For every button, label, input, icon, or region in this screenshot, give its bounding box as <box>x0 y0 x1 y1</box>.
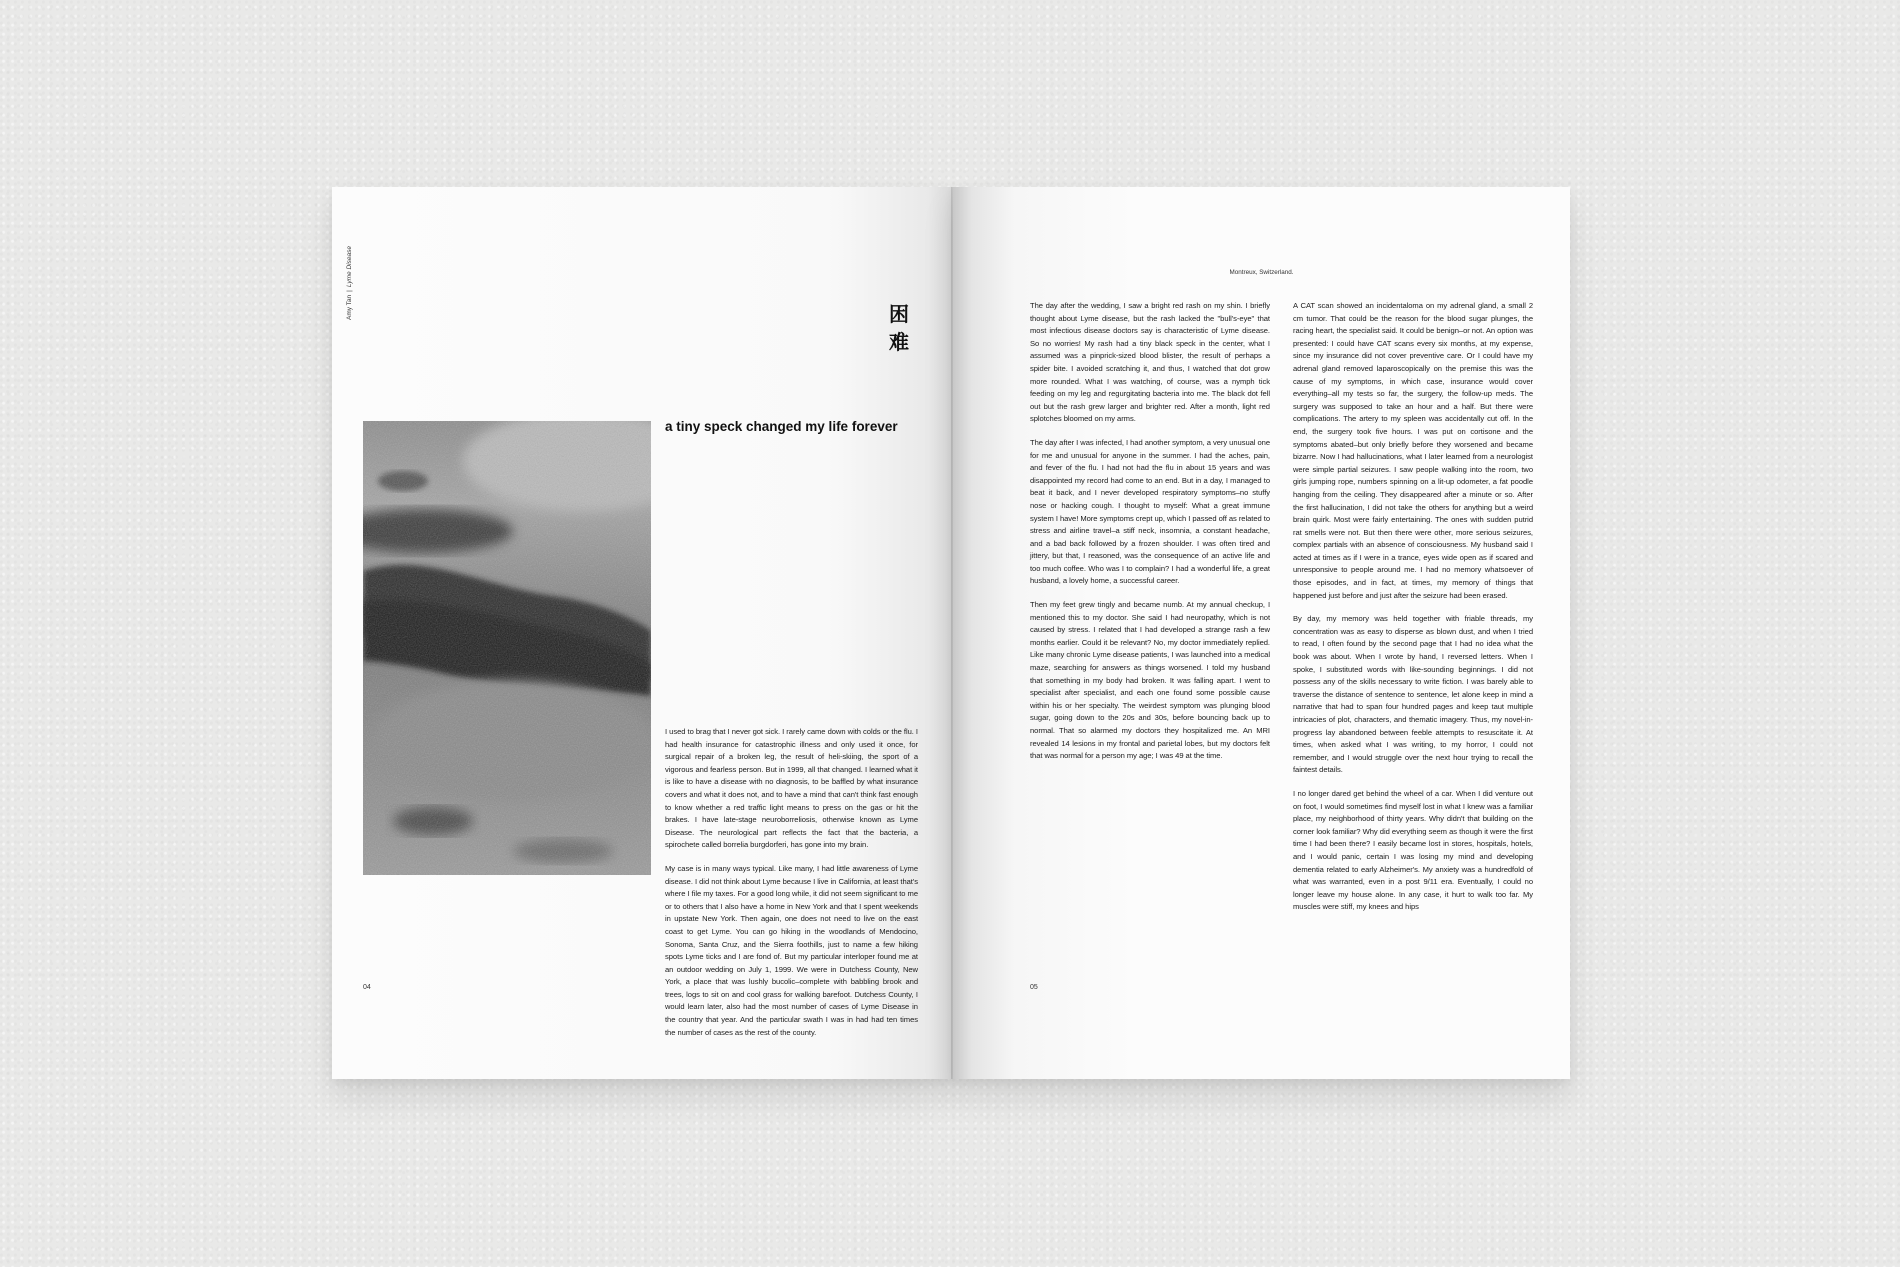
right-column-1 <box>1030 300 1270 774</box>
right-page <box>953 187 1570 1079</box>
left-page <box>332 187 953 1079</box>
page-number-left: 04 <box>363 984 371 991</box>
body-paragraph: I no longer dared get behind the wheel of a car. When I did venture out on foot, I would sometimes find myself lost in what I knew was a familiar place, my neighborhood of thirty years. Why didn't that building on the corner look familiar? Why did everything seem as though it were the first time I had been there? I easily became lost in stores, hospitals, hotels, and I would panic, certain I was losing my mind and developing dementia related to early Alzheimer's. My anxiety was a hundredfold of what was warranted, even in a post 9/11 era. Eventually, I could no longer leave my house alone. In any case, it hurt to walk too far. My muscles were stiff, my knees and hips <box>1293 788 1533 912</box>
body-paragraph: I used to brag that I never got sick. I rarely came down with colds or the flu. I had health insurance for catastrophic illness and only used it once, for surgical repair of a broken leg, the result of heli-skiing, the sport of a vigorous and fearless person. But in 1999, all that changed. I learned what it is like to have a disease with no diagnosis, to be baffled by what insurance covers and what it does not, and to have a mind that can't think fast enough to know whether a red traffic light means to press on the gas or hit the brakes. I have late-stage neuroborreliosis, otherwise known as Lyme Disease. The neurological part reflects the fact that the bacteria, a spirochete called borrelia burgdorferi, has gone into my brain. <box>665 727 918 850</box>
body-paragraph: A CAT scan showed an incidentaloma on my adrenal gland, a small 2 cm tumor. That could be the reason for the blood sugar plunges, the racing heart, the specialist said. It could be benign–or not. An option was presented: I could have CAT scans every six months, at my expense, since my insurance did not cover preventive care. Or I could have my adrenal gland removed laparoscopically on the premise this was the cause of my symptoms, in which case, insurance would cover everything–all my tests so far, the surgery, the follow-up meds. The surgery was supposed to take an hour and a half. But there were complications. The artery to my spleen was accidentally cut off. In the end, the surgery took five hours. I was put on cortisone and the symptoms abated–but only briefly before they worsened and became bizarre. Now I had hallucinations, what I later learned from a neurologist were simple partial seizures. I saw people walking into the room, two girls jumping rope, numbers spinning on a lit-up odometer, a fat poodle hanging from the ceiling. They disappeared after a minute or so. After the first hallucination, I did not take the others for anything but a weird brain quirk. Most were fairly entertaining. The ones with sudden putrid rat smells were not. But then there were other, more serious seizures, complex partials with an absence of consciousness. My husband said I acted at times as if I were in a trance, eyes wide open as if scared and unresponsive to people around me. I had no memory whatsoever of those episodes, and in fact, at times, my memory of things that happened just before and just after the seizure had been erased. <box>1293 301 1533 600</box>
kanji-title <box>884 300 914 356</box>
kanji-char-2: 难 <box>889 330 909 354</box>
kanji-char-1: 困 <box>889 302 909 326</box>
left-body-text <box>665 726 918 1050</box>
article-headline: a tiny speck changed my life forever <box>665 419 898 434</box>
running-head <box>346 246 353 320</box>
article-photo <box>363 421 651 875</box>
running-head-separator: | <box>346 290 353 292</box>
running-head-topic: Lyme Disease <box>346 246 353 288</box>
body-paragraph: Then my feet grew tingly and became numb. At my annual checkup, I mentioned this to my doctor. She said I had neuropathy, which is not caused by stress. I related that I had developed a strange rash a few months earlier. Could it be relevant? No, my doctor immediately replied. Like many chronic Lyme disease patients, I was launched into a medical maze, searching for answers as things worsened. I told my husband that something in my body had broken. It was falling apart. I went to specialist after specialist, and each one found some possible cause within his or her specialty. The weirdest symptom was plunging blood sugar, going down to the 20s and 30s, before bouncing back up to normal. That so alarmed my doctors they hospitalized me. An MRI revealed 14 lesions in my frontal and parietal lobes, but my doctors felt that was normal for a person my age; I was 49 at the time. <box>1030 600 1270 761</box>
body-paragraph: The day after I was infected, I had another symptom, a very unusual one for me and unusual for anyone in the summer. I had the aches, pain, and fever of the flu. I had not had the flu in about 15 years and was disappointed my record had come to an end. But in a day, I managed to beat it back, and I never developed respiratory symptoms–no stuffy nose or hacking cough. I thought to myself: What a great immune system I have! More symptoms crept up, which I passed off as related to stress and airline travel–a stiff neck, insomnia, a constant headache, and a bad back followed by a frozen shoulder. I was often tired and jittery, but that, I reasoned, was the consequence of an active life and too much coffee. Who was I to complain? I had a wonderful life, a great husband, a lovely home, a successful career. <box>1030 437 1271 586</box>
magazine-spread <box>332 187 1570 1079</box>
body-paragraph: By day, my memory was held together with friable threads, my concentration was as easy to disperse as blown dust, and when I tried to read, I often found by the second page that I had no idea what the book was about. When I wrote by hand, I reversed letters. When I spoke, I substituted words with like-sounding beginnings. I did not possess any of the skills necessary to write fiction. I was barely able to traverse the distance of sentence to sentence, let alone keep in mind a narrative that had to span four hundred pages and keep taut multiple intricacies of plot, characters, and thematic imagery. Thus, my novel-in-progress lay abandoned between feeble attempts to resuscitate it. At times, when asked what I was writing, to my horror, I could not remember, and I would struggle over the next hour trying to recall the faintest details. <box>1293 614 1533 775</box>
photo-caption: Montreux, Switzerland. <box>1229 269 1294 276</box>
body-paragraph: The day after the wedding, I saw a bright red rash on my shin. I briefly thought about Lyme disease, but the rash lacked the "bull's-eye" that most infectious disease doctors say is characteristic of Lyme disease. So no worries! My rash had a tiny black speck in the center, what I assumed was a pinprick-sized blood blister, the result of perhaps a spider bite. I avoided scratching it, and thus, I watched that dot grow more rounded. What I was watching, of course, was a nymph tick feeding on my leg and regurgitating bacteria into me. The black dot fell out but the rash grew larger and brighter red. After a month, light red splotches bloomed on my arms. <box>1030 301 1270 424</box>
page-number-right: 05 <box>1030 984 1038 991</box>
body-paragraph: My case is in many ways typical. Like many, I had little awareness of Lyme disease. I did not think about Lyme because I live in California, at least that's where I file my taxes. For a good long while, it did not seem significant to me or to others that I also have a home in New York and that I spent weekends in upstate New York. Then again, one does not need to live on the east coast to get Lyme. You can go hiking in the woodlands of Mendocino, Sonoma, Santa Cruz, and the Sierra foothills, just to name a few hiking spots Lyme ticks and I are fond of. But my particular interloper found me at an outdoor wedding on July 1, 1999. We were in Dutchess County, New York, a place that was lushly bucolic–complete with babbling brook and trees, logs to sit on and cool grass for walking barefoot. Dutchess County, I would learn later, also had the most number of cases of Lyme Disease in the country that year. And the particular swath I was in had had ten times the number of cases as the rest of the county. <box>665 863 918 1037</box>
right-column-2 <box>1293 300 1533 925</box>
running-head-author: Amy Tan <box>346 294 353 320</box>
photo-image <box>363 421 651 875</box>
